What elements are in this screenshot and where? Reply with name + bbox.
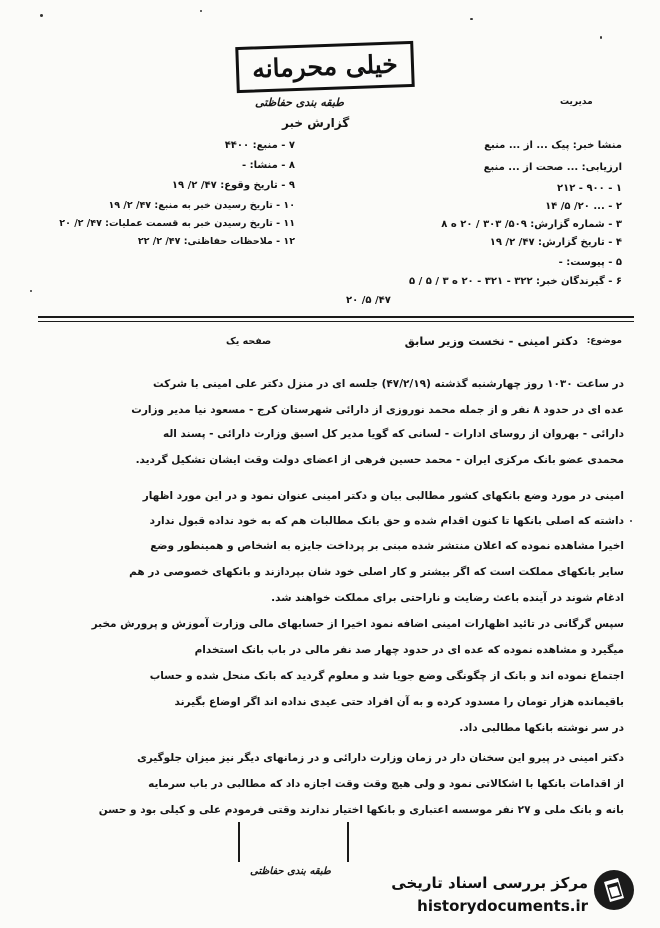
body-line: اجتماع نموده اند و بانک از چگونگی وضع جویا شد و معلوم گردید که بانک منحل شده و حساب — [149, 670, 624, 682]
scan-speck — [200, 10, 202, 12]
watermark-url: historydocuments.ir — [417, 897, 588, 915]
body-line: میگیرد و مشاهده نموده که عده ای در حدود چهار صد نفر مالی در باب بانک استخدام — [194, 644, 624, 656]
scan-speck — [40, 14, 43, 17]
subject-label: موضوع: — [586, 336, 622, 346]
field-source: ۷ - منبع: ۴۴۰۰ — [224, 140, 295, 151]
history-documents-logo-icon — [592, 868, 636, 912]
reference-label: مدیریت — [560, 97, 593, 107]
body-line: دکتر امینی در پیرو این سخنان دار در زمان وزارت دارائی و در زمانهای دیگر نیز میزان جلوگیری — [137, 752, 624, 764]
field-recipients: ۶ - گیرندگان خبر: ۳۲۲ - ۳۲۱ - ۲۰ ه ۳ / ۵ / ۵ — [409, 276, 622, 287]
signature-stroke — [238, 822, 240, 862]
field-recipients-date: ۴۷/ ۵/ ۲۰ — [346, 295, 391, 306]
signature-stroke — [347, 822, 349, 862]
body-line: در ساعت ۱۰۳۰ روز چهارشنبه گذشته (۴۷/۲/۱۹) جلسه ای در منزل دکتر علی امینی با شرکت — [153, 378, 624, 390]
field-attachment: ۵ - پیوست: - — [558, 257, 622, 268]
classification-label: طبقه بندی حفاظتی — [255, 96, 344, 109]
footer-classification-label: طبقه بندی حفاظتی — [250, 866, 331, 877]
header-divider — [38, 321, 634, 322]
body-line: عده ای در حدود ۸ نفر و از جمله محمد نوروزی از دارائی شهرستان کرج - مسعود نیا مدیر وزارت — [131, 404, 624, 416]
watermark-name: مرکز بررسی اسناد تاریخی — [391, 874, 588, 892]
scan-speck — [630, 520, 632, 522]
scan-speck — [30, 290, 32, 292]
header-divider — [38, 316, 634, 318]
page-number: صفحه یک — [226, 336, 272, 347]
body-line: محمدی عضو بانک مرکزی ایران - محمد حسین فرهی از اعضای دولت وقت ایشان تشکیل گردید. — [135, 454, 624, 466]
field-evaluation: ارزیابی: ... صحت از ... منبع — [483, 162, 622, 173]
field-security-notes: ۱۲ - ملاحظات حفاظتی: ۴۷/ ۲/ ۲۲ — [137, 236, 295, 247]
scan-speck — [470, 18, 473, 20]
body-line: سایر بانکهای مملکت است که اگر بیشتر و کار اصلی خود شان بپردازند و بانکهای خصوصی در هم — [129, 566, 624, 578]
body-line: دارائی - بهروان از روسای ادارات - لسانی که گویا مدیر کل اسبق وزارت دارائی - پسند اله — [162, 428, 624, 440]
field-report-number: ۳ - شماره گزارش: ۵۰۹/ ۳۰۳ / ۲۰ ه ۸ — [441, 219, 622, 230]
body-line: بانه و بانک ملی و ۲۷ نفر موسسه اعتباری و بانکها اختیار ندارند وقتی فرمودم علی و کیلی بود و حسن — [98, 804, 624, 816]
body-line: سپس گرگانی در تائید اظهارات امینی اضافه نمود اخیرا از حسابهای مالی وزارت آموزش و پرورش مخبر — [91, 618, 624, 630]
field-occurrence-date: ۹ - تاریخ وقوع: ۴۷/ ۲/ ۱۹ — [171, 180, 295, 191]
field-received-by-source: ۱۰ - تاریخ رسیدن خبر به منبع: ۴۷/ ۲/ ۱۹ — [108, 200, 295, 211]
field-2: ۲ - ... ۲۰/ ۵/ ۱۴ — [545, 201, 622, 212]
subject-value: دکتر امینی - نخست وزیر سابق — [404, 334, 578, 348]
classification-stamp: خیلی محرمانه — [235, 41, 414, 93]
body-line: باقیمانده هزار تومان را مسدود کرده و به آن افراد حتی عیدی نداده اند اگر اوضاع بگیرند — [174, 696, 624, 708]
field-report-date: ۴ - تاریخ گزارش: ۴۷/ ۲/ ۱۹ — [489, 237, 622, 248]
body-line: در سر نوشته بانکها مطالبی داد. — [459, 722, 624, 734]
field-1: ۱ - ۹۰۰ - ۲۱۲ — [557, 183, 622, 194]
body-line: از اقدامات بانکها با اشکالاتی نمود و ولی هیچ وقت وقت اجازه داد که مطالبی در باب سرمایه — [148, 778, 624, 790]
scan-speck — [600, 36, 602, 39]
body-line: امینی در مورد وضع بانکهای کشور مطالبی بیان و دکتر امینی عنوان نمود و در این مورد اظهار — [142, 490, 624, 502]
field-received-by-ops: ۱۱ - تاریخ رسیدن خبر به قسمت عملیات: ۴۷/ ۲/ ۲۰ — [59, 218, 295, 229]
body-line: ادغام شوند در آینده باعث رضایت و ناراحتی برای مملکت خواهند شد. — [271, 592, 624, 604]
body-line: داشته که اصلی بانکها تا کنون اقدام شده و حق بانک مطالبات هم که به خود نداده قبول ندارد — [149, 515, 624, 527]
body-line: اخیرا مشاهده نموده که اعلان منتشر شده مبنی بر پرداخت جایزه به اشخاص و همینطور وضع — [150, 540, 624, 552]
report-title: گزارش خبر — [282, 116, 350, 130]
field-origin: منشا خبر: پیک ... از ... منبع — [484, 140, 622, 151]
field-origin-2: ۸ - منشا: - — [241, 160, 295, 171]
